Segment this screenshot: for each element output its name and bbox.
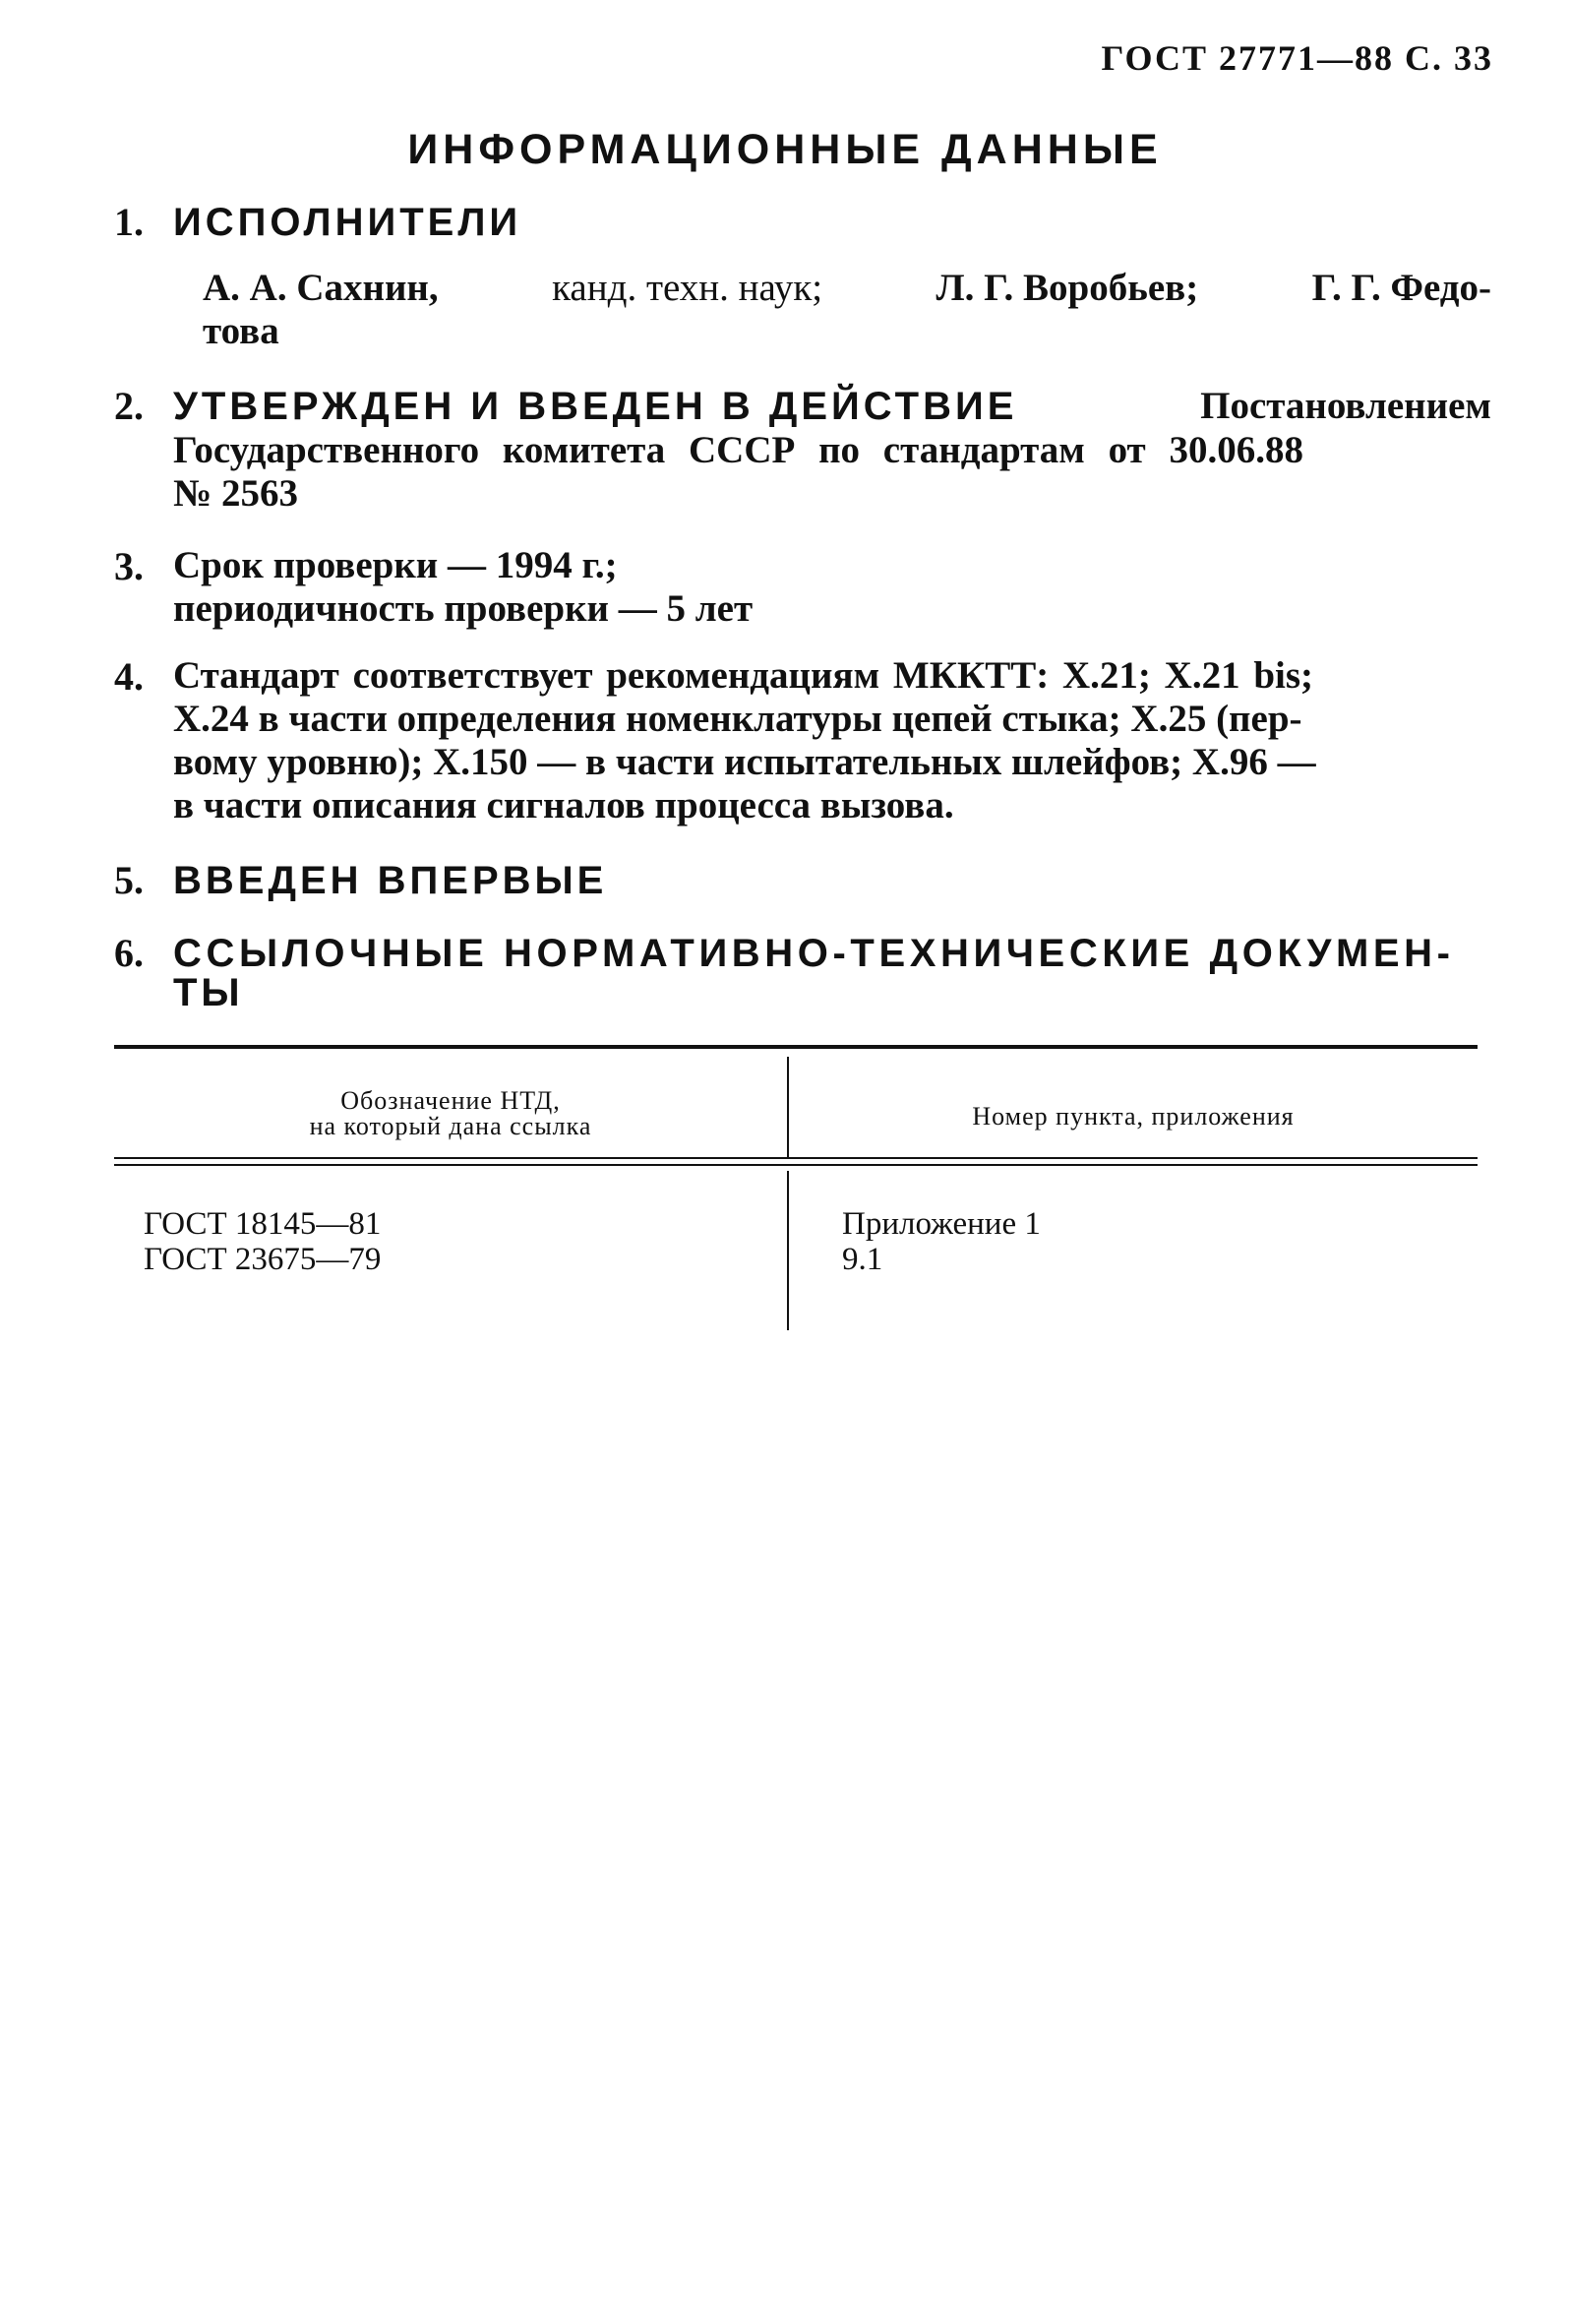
author-3: Г. Г. Федо- xyxy=(1311,267,1491,309)
section-4 xyxy=(114,654,1491,841)
review-period: периодичность проверки — 5 лет xyxy=(173,587,754,630)
approval-number: № 2563 xyxy=(173,472,298,515)
authors-line-continued: това xyxy=(203,310,279,352)
table-column-divider xyxy=(787,1171,789,1330)
section-number: 6. xyxy=(114,931,144,975)
section-heading: ВВЕДЕН ВПЕРВЫЕ xyxy=(173,859,608,902)
designation-cell: ГОСТ 23675—79 xyxy=(144,1242,382,1277)
table-row xyxy=(842,1206,1041,1277)
page-title: ИНФОРМАЦИОННЫЕ ДАННЫЕ xyxy=(407,126,1163,173)
column-header-item: Номер пункта, приложения xyxy=(972,1102,1295,1131)
section-content xyxy=(173,200,1491,353)
section-6 xyxy=(114,931,1491,1029)
section-3 xyxy=(114,544,1491,642)
section-number: 4. xyxy=(114,654,144,699)
section-content xyxy=(173,858,1491,903)
authors-block xyxy=(203,267,1491,353)
section-number: 1. xyxy=(114,200,144,244)
references-table xyxy=(114,1045,1478,1330)
section-5 xyxy=(114,858,1491,907)
section-number: 3. xyxy=(114,544,144,588)
section-heading: УТВЕРЖДЕН И ВВЕДЕН В ДЕЙСТВИЕ xyxy=(173,385,1018,428)
review-date: Срок проверки — 1994 г.; xyxy=(173,544,618,586)
page-header-code: ГОСТ 27771—88 С. 33 xyxy=(1101,38,1493,78)
item-cell: Приложение 1 xyxy=(842,1206,1041,1242)
table-row xyxy=(144,1206,381,1277)
authors-line xyxy=(203,267,1491,310)
section-number: 2. xyxy=(114,384,144,428)
approval-line: Государственного комитета СССР по стандартам от 30.06.88 xyxy=(173,429,1303,471)
table-top-rule xyxy=(114,1045,1478,1049)
author-1-degree: канд. техн. наук; xyxy=(552,267,823,309)
recommendations-line: вому уровню); Х.150 — в части испытательных шлейфов; Х.96 — xyxy=(173,741,1316,783)
recommendations-line: Стандарт соответствует рекомендациям МККТТ: Х.21; Х.21 bis; xyxy=(173,654,1314,697)
column-header-designation xyxy=(114,1088,787,1139)
section-content xyxy=(173,931,1491,1015)
section-2 xyxy=(114,384,1491,531)
section-content xyxy=(173,544,1491,631)
section-content xyxy=(173,654,1491,827)
recommendations-line: в части описания сигналов процесса вызова. xyxy=(173,784,954,826)
designation-cell: ГОСТ 18145—81 xyxy=(144,1206,382,1242)
author-1: А. А. Сахнин, xyxy=(203,267,439,309)
section-content xyxy=(173,384,1491,516)
item-cell: 9.1 xyxy=(842,1242,883,1277)
table-header-rule xyxy=(114,1164,1478,1166)
section-heading-line xyxy=(173,384,1491,429)
column-header-line: на который дана ссылка xyxy=(309,1112,592,1140)
section-heading: ССЫЛОЧНЫЕ НОРМАТИВНО-ТЕХНИЧЕСКИЕ ДОКУМЕН- xyxy=(173,932,1455,975)
recommendations-line: Х.24 в части определения номенклатуры цепей стыка; Х.25 (пер- xyxy=(173,698,1302,740)
heading-tail: Постановлением xyxy=(1200,385,1491,427)
section-1 xyxy=(114,200,1491,357)
table-header-rule xyxy=(114,1157,1478,1159)
section-heading-continued: ТЫ xyxy=(173,971,244,1014)
section-number: 5. xyxy=(114,858,144,902)
section-heading: ИСПОЛНИТЕЛИ xyxy=(173,201,522,244)
author-2: Л. Г. Воробьев; xyxy=(936,267,1199,309)
column-header-line: Обозначение НТД, xyxy=(340,1086,561,1115)
